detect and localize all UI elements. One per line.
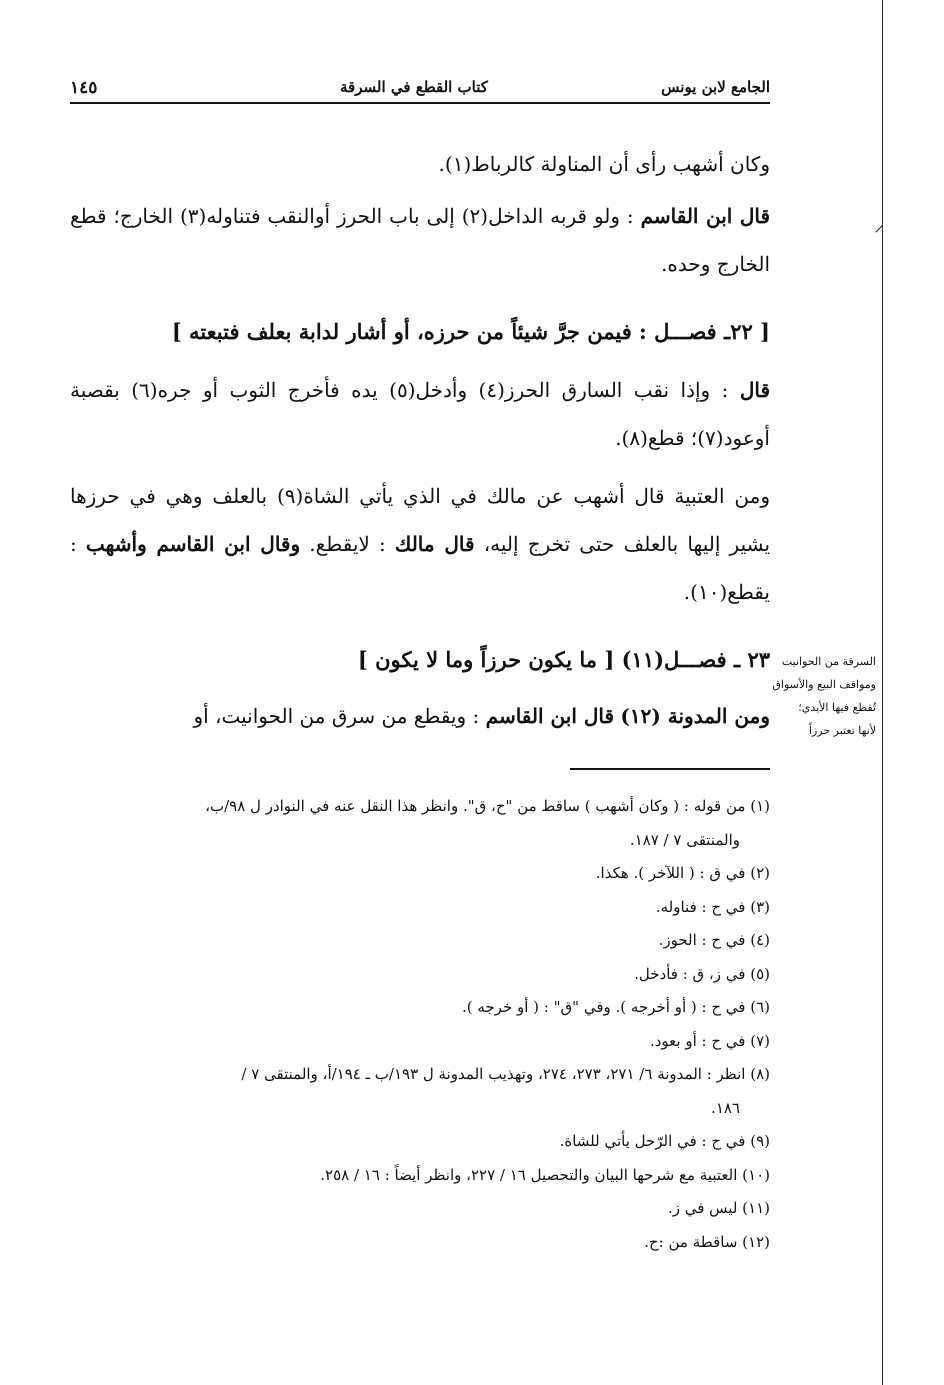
footnote-9: (٩) في ح : في الرّحل يأتي للشاة. xyxy=(559,1132,770,1150)
header-book-title: الجامع لابن يونس xyxy=(661,78,770,96)
margin-note-line: لأنها تعتبر حرزاً xyxy=(808,724,876,737)
header-divider xyxy=(70,102,770,104)
footnote-10: (١٠) العتبية مع شرحها البيان والتحصيل ١٦ / ٢٢٧، وانظر أيضاً : ١٦ / ٢٥٨. xyxy=(320,1165,770,1184)
footnote-6: (٦) في ح : ( أو أخرجه ). وفي "ق" : ( أو خرجه ). xyxy=(461,998,770,1016)
footnote-5: (٥) في ز، ق : فأدخل. xyxy=(634,964,770,983)
margin-note-line: ومواقف البيع والأسواق xyxy=(772,678,876,691)
footnote-8-continued: ١٨٦. xyxy=(711,1098,740,1117)
footnote-7: (٧) في ح : أو بعود. xyxy=(649,1031,770,1050)
speaker-label: وقال ابن القاسم وأشهب xyxy=(85,532,301,556)
footnote-2: (٢) في ق : ( اللآخر ). هكذا. xyxy=(595,864,770,882)
paragraph-text: : وإذا نقب السارق الحرز(٤) وأدخل(٥) يده فأخرج الثوب أو جره(٦) بقصبة أوعود(٧)؛ قطع(٨). xyxy=(70,378,770,450)
paragraph-text: : لايقطع. xyxy=(309,532,386,556)
footnotes xyxy=(70,790,770,1259)
speaker-label: قال xyxy=(739,378,771,402)
speaker-label: قال ابن القاسم xyxy=(485,704,615,728)
footnote-8: (٨) انظر : المدونة ٦/ ٢٧١، ٢٧٣، ٢٧٤، وتهذيب المدونة ل ١٩٣/ب ـ ١٩٤/أ، والمنتقى ٧ / xyxy=(241,1065,770,1083)
source-label: ومن المدونة (١٢) xyxy=(620,704,770,728)
footnote-11: (١١) ليس في ز. xyxy=(667,1199,770,1217)
section-heading-23: ٢٣ ـ فصـــل(١١) [ ما يكون حرزاً وما لا يكون ] xyxy=(357,647,770,672)
footnote-4: (٤) في ح : الحوز. xyxy=(658,931,770,949)
margin-mark: ⸝ xyxy=(874,212,884,236)
margin-note-line: تُقطع فيها الأيدي؛ xyxy=(798,701,876,714)
paragraph-text: : ولو قربه الداخل(٢) إلى باب الحرز أوالنقب فتناوله(٣) الخارج؛ قطع الخارج وحده. xyxy=(70,204,770,276)
margin-note-line: السرقة من الحوانيت xyxy=(781,655,876,668)
footnote-3: (٣) في ح : فناوله. xyxy=(655,897,770,916)
paragraph-ibn-qasim xyxy=(70,192,770,288)
speaker-label: قال ابن القاسم xyxy=(640,204,771,228)
paragraph-naqb xyxy=(70,366,770,462)
running-header xyxy=(70,76,770,102)
margin-rule xyxy=(882,0,883,1385)
footnote-divider xyxy=(570,768,770,770)
section-heading-22: [ ٢٢ـ فصـــل : فيمن جرَّ شيئاً من حرزه، أو أشار لدابة بعلف فتبعته ] xyxy=(171,319,770,344)
footnote-1: (١) من قوله : ( وكان أشهب ) ساقط من "ح، ق". وانظر هذا النقل عنه في النوادر ل ٩٨/ب، xyxy=(205,797,770,815)
paragraph-text: : يقطع(١٠). xyxy=(70,532,770,604)
footnote-12: (١٢) ساقطة من :ح. xyxy=(644,1232,770,1251)
paragraph-text: ومن العتبية قال أشهب عن مالك في الذي يأتي الشاة(٩) بالعلف وهي في حرزها يشير إليها بالعلف حتى تخرج إليه، xyxy=(70,484,771,556)
footnote-1-continued: والمنتقى ٧ / ١٨٧. xyxy=(629,830,740,849)
speaker-label: قال مالك xyxy=(394,532,475,556)
main-text xyxy=(70,140,770,740)
header-chapter-title: كتاب القطع في السرقة xyxy=(340,78,488,96)
paragraph-text: : ويقطع من سرق من الحوانيت، أو xyxy=(193,704,480,728)
paragraph-mudawwana xyxy=(70,692,770,740)
paragraph-ashhab: وكان أشهب رأى أن المناولة كالرباط(١). xyxy=(438,152,770,176)
page-number: ١٤٥ xyxy=(70,78,98,98)
margin-note xyxy=(772,650,876,742)
paragraph-utbiyya xyxy=(70,472,770,616)
